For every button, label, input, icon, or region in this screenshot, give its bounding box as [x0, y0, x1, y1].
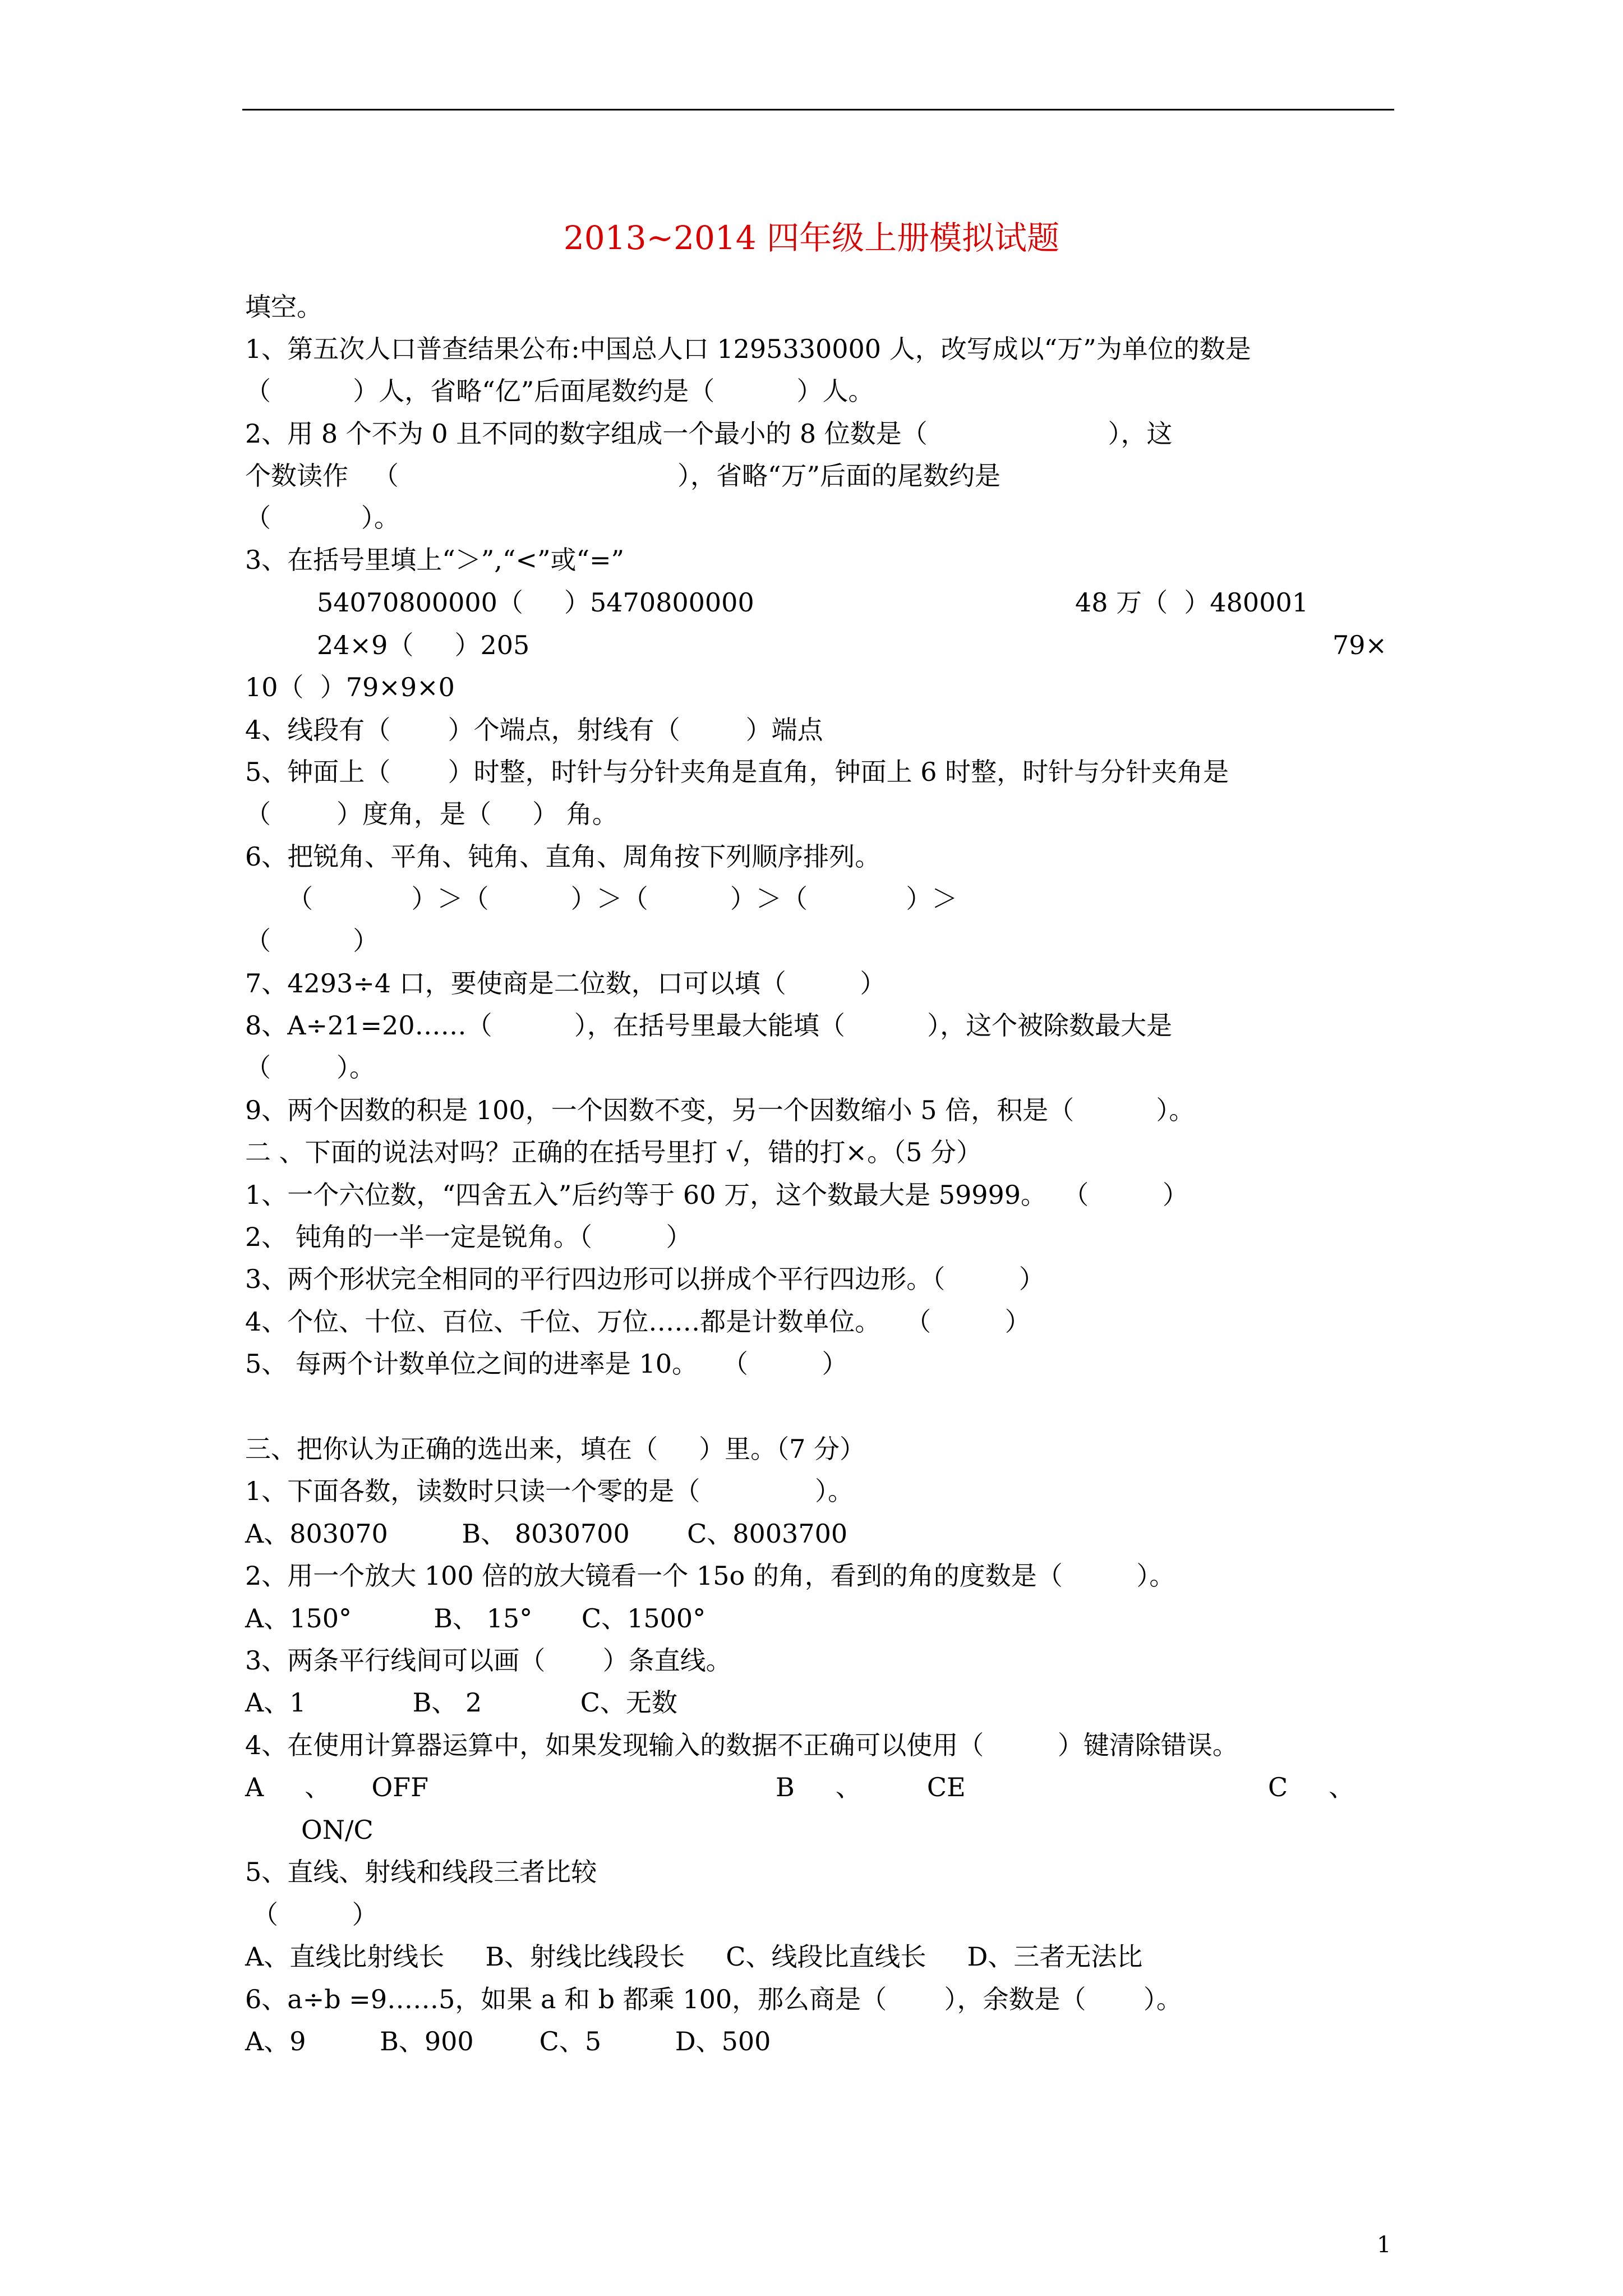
section-fill-in-heading: 填空。 [245, 292, 322, 322]
question-1-1-line-a: 1、第五次人口普查结果公布:中国总人口 1295330000 人，改写成以“万”为单位的数是 [245, 334, 1251, 364]
question-1-9: 9、两个因数的积是 100，一个因数不变，另一个因数缩小 5 倍，积是（ ）。 [245, 1095, 1195, 1125]
question-3-1: 1、下面各数，读数时只读一个零的是（ ）。 [245, 1476, 854, 1506]
question-2-3: 3、两个形状完全相同的平行四边形可以拼成个平行四边形。（ ） [245, 1264, 1045, 1294]
question-3-3-options: A、1 B、 2 C、无数 [245, 1687, 677, 1718]
question-1-2-line-c: （ ）。 [245, 503, 400, 533]
question-3-5: 5、直线、射线和线段三者比较 [245, 1857, 597, 1887]
section-2-heading: 二 、下面的说法对吗？正确的在括号里打 √，错的打×。（5 分） [245, 1137, 982, 1167]
question-1-6: 6、把锐角、平角、钝角、直角、周角按下列顺序排列。 [245, 841, 881, 872]
question-3-4-option-c-value: ON/C [301, 1815, 374, 1845]
question-3-4-option-b: B 、 CE [776, 1772, 966, 1802]
question-3-5-options: A、直线比射线长 B、射线比线段长 C、线段比直线长 D、三者无法比 [245, 1941, 1143, 1972]
question-3-6-options: A、9 B、900 C、5 D、500 [245, 2026, 771, 2056]
question-3-1-options: A、803070 B、 8030700 C、8003700 [245, 1519, 848, 1549]
question-1-3-compare-2: 48 万（ ）480001 [1075, 587, 1308, 618]
question-1-8-line-a: 8、A÷21=20……（ ），在括号里最大能填（ ），这个被除数最大是 [245, 1010, 1173, 1041]
header-rule [242, 109, 1394, 111]
question-3-2-options: A、150° B、 15° C、1500° [245, 1603, 706, 1634]
question-1-3-compare-3: 24×9（ ）205 [317, 630, 530, 660]
question-1-3-compare-4b: 10（ ）79×9×0 [245, 672, 455, 702]
question-1-3-compare-1: 54070800000（ ）5470800000 [317, 587, 754, 618]
question-1-6-order-row-end: （ ） [245, 926, 379, 956]
question-1-5-line-b: （ ）度角，是（ ） 角。 [245, 799, 618, 829]
page-number: 1 [1377, 2232, 1391, 2258]
question-3-4: 4、在使用计算器运算中，如果发现输入的数据不正确可以使用（ ）键清除错误。 [245, 1730, 1238, 1760]
question-3-4-option-a: A 、 OFF [245, 1772, 428, 1802]
question-1-6-order-row: （ ）＞（ ）＞（ ）＞（ ）＞ [287, 884, 958, 914]
question-2-1: 1、一个六位数，“四舍五入”后约等于 60 万，这个数最大是 59999。 （ ） [245, 1180, 1188, 1210]
question-1-2-line-a: 2、用 8 个不为 0 且不同的数字组成一个最小的 8 位数是（ ），这 [245, 418, 1173, 449]
question-1-3-compare-4a: 79× [1332, 630, 1387, 660]
question-2-4: 4、个位、十位、百位、千位、万位……都是计数单位。 （ ） [245, 1306, 1031, 1337]
question-1-4: 4、线段有（ ）个端点，射线有（ ）端点 [245, 715, 823, 745]
question-3-5-answer: （ ） [252, 1899, 378, 1930]
question-1-8-line-b: （ ）。 [245, 1052, 375, 1083]
page-title: 2013~2014 四年级上册模拟试题 [563, 219, 1060, 257]
question-3-2: 2、用一个放大 100 倍的放大镜看一个 15o 的角，看到的角的度数是（ ）。 [245, 1561, 1175, 1591]
question-2-5: 5、 每两个计数单位之间的进率是 10。 （ ） [245, 1349, 848, 1379]
question-1-1-line-b: （ ）人，省略“亿”后面尾数约是（ ）人。 [245, 376, 874, 406]
question-3-4-option-c: C 、 [1268, 1772, 1355, 1802]
question-1-5-line-a: 5、钟面上（ ）时整，时针与分针夹角是直角，钟面上 6 时整，时针与分针夹角是 [245, 757, 1229, 787]
question-3-6: 6、a÷b =9……5，如果 a 和 b 都乘 100，那么商是（ ），余数是（ ）。 [245, 1984, 1182, 2014]
question-2-2: 2、 钝角的一半一定是锐角。（ ） [245, 1222, 692, 1252]
question-3-3: 3、两条平行线间可以画（ ）条直线。 [245, 1645, 732, 1676]
question-1-2-line-b: 个数读作 （ ），省略“万”后面的尾数约是 [245, 461, 1001, 491]
question-1-7: 7、4293÷4 口，要使商是二位数，口可以填（ ） [245, 968, 886, 999]
section-3-heading: 三、把你认为正确的选出来，填在（ ）里。（7 分） [245, 1434, 865, 1464]
question-1-3: 3、在括号里填上“＞”,“<”或“=” [245, 545, 625, 575]
